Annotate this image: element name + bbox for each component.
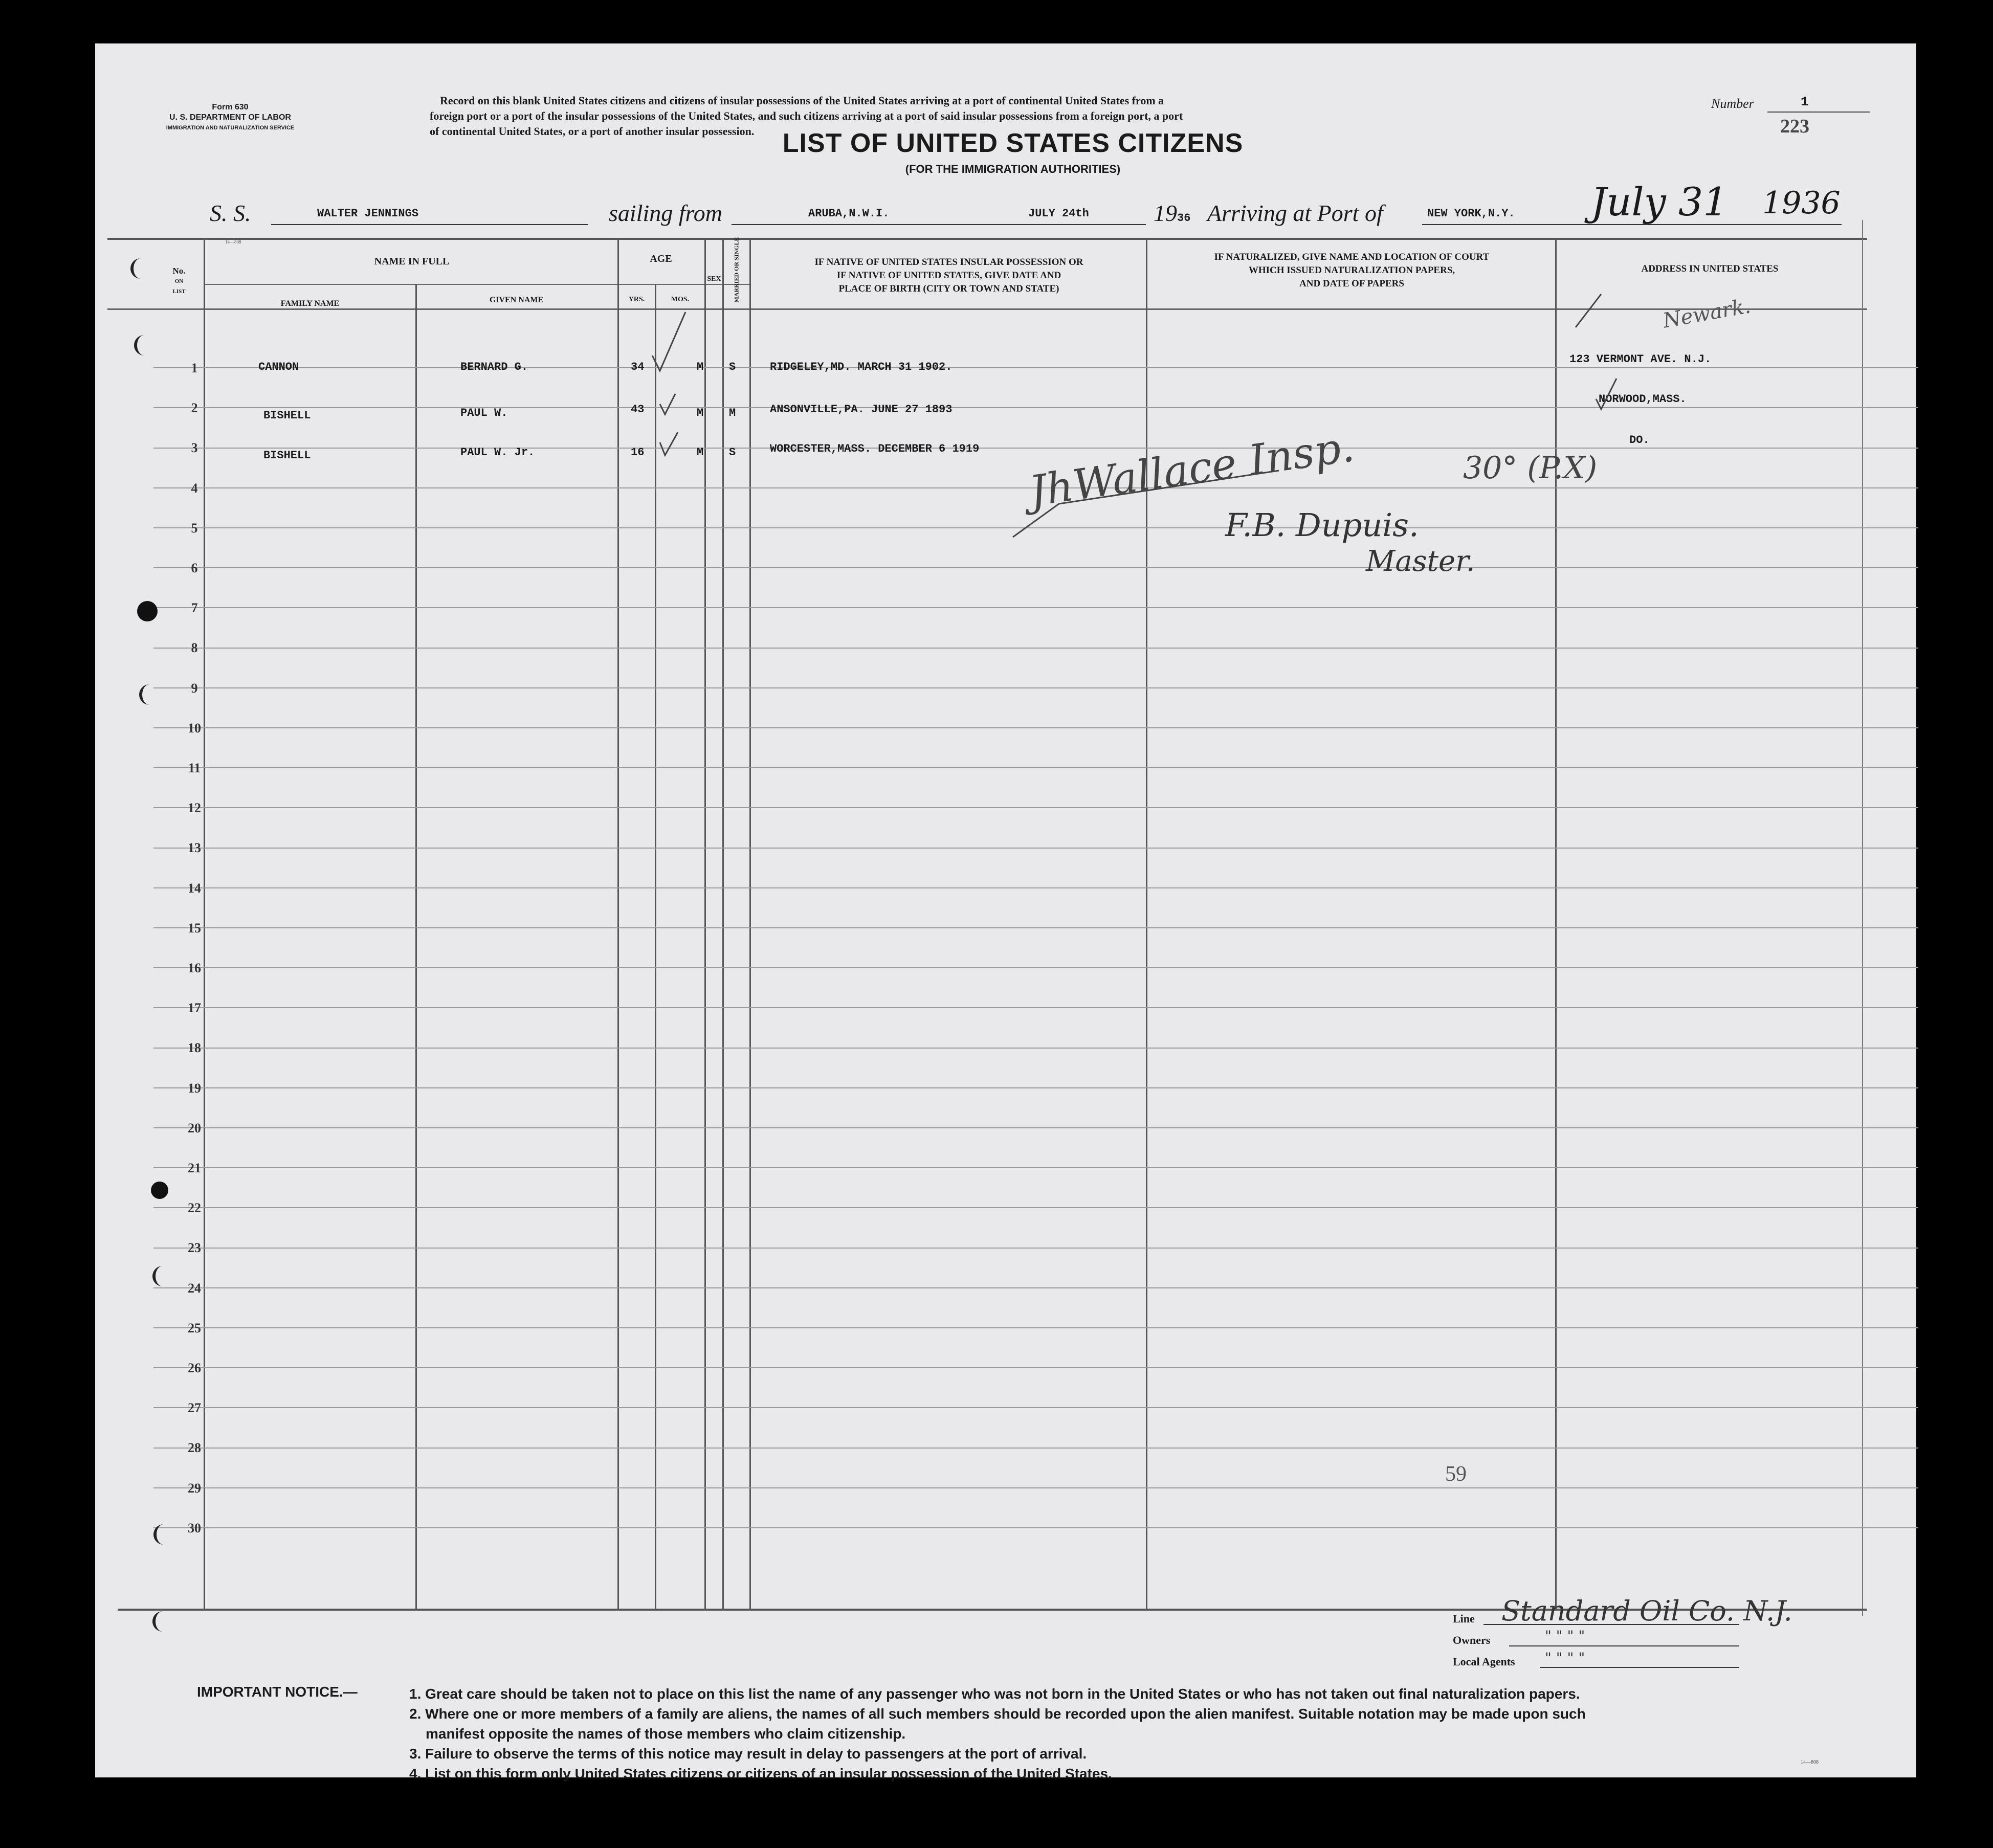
birth-cell: ANSONVILLE,PA. JUNE 27 1893 xyxy=(770,403,953,416)
header-mos: MOS. xyxy=(671,296,690,303)
family-name-cell: BISHELL xyxy=(263,409,311,422)
row-number: 3 xyxy=(191,440,198,455)
ship-name: WALTER JENNINGS xyxy=(317,207,419,220)
year-suffix: 36 xyxy=(1177,212,1191,225)
row-number: 29 xyxy=(188,1481,201,1496)
notice-item: 3. Failure to observe the terms of this notice may result in delay to passengers at the port of arrival. xyxy=(409,1746,1087,1762)
row-number: 18 xyxy=(188,1040,201,1055)
punch-hole xyxy=(152,1611,173,1632)
punch-hole xyxy=(151,1182,168,1199)
page-title: LIST OF UNITED STATES CITIZENS xyxy=(782,128,1244,158)
row-number: 1 xyxy=(191,361,198,375)
form-number: Form 630 xyxy=(212,103,249,112)
form-code: 14—808 xyxy=(1801,1760,1819,1765)
notice-item: 1. Great care should be taken not to place on this list the name of any passenger who was not born in the United States or who has not taken out final naturalization papers. xyxy=(409,1686,1580,1702)
sex-cell: M xyxy=(697,361,704,373)
row-number: 11 xyxy=(188,761,201,775)
given-name-cell: PAUL W. Jr. xyxy=(460,446,535,459)
notice-item: 4. List on this form only United States citizens or citizens of an insular possession of the United States. xyxy=(409,1766,1112,1782)
given-name-cell: PAUL W. xyxy=(460,407,508,419)
address-cell: 123 VERMONT AVE. N.J. xyxy=(1569,353,1712,366)
row-number: 23 xyxy=(188,1240,201,1255)
page-subtitle: (FOR THE IMMIGRATION AUTHORITIES) xyxy=(905,163,1121,175)
notice-heading: IMPORTANT NOTICE.— xyxy=(197,1684,358,1700)
notice-list xyxy=(409,1684,1586,1784)
printing-note: 14—808 xyxy=(225,239,241,244)
header-age: AGE xyxy=(650,253,672,264)
local-agents-label: Local Agents xyxy=(1453,1655,1515,1668)
row-number: 10 xyxy=(188,721,201,736)
marital-cell: S xyxy=(729,361,736,373)
header-nat-line: IF NATURALIZED, GIVE NAME AND LOCATION OF COURT xyxy=(1214,252,1490,262)
sailing-from-label: sailing from xyxy=(609,200,722,226)
row-number: 12 xyxy=(188,800,201,815)
port-arrive: NEW YORK,N.Y. xyxy=(1427,207,1515,220)
ss-label: S. S. xyxy=(210,200,251,226)
checkmark-icon xyxy=(1596,378,1616,409)
row-number: 8 xyxy=(191,640,198,655)
row-number: 25 xyxy=(188,1321,201,1335)
punch-hole xyxy=(153,1524,174,1545)
handwritten-newark: Newark. xyxy=(1661,294,1753,333)
birth-cell: RIDGELEY,MD. MARCH 31 1902. xyxy=(770,361,953,373)
punch-hole xyxy=(130,258,151,279)
master-signature: F.B. Dupuis. xyxy=(1225,506,1419,544)
family-name-cell: CANNON xyxy=(258,361,299,373)
age-yrs-cell: 16 xyxy=(631,446,645,459)
row-number: 14 xyxy=(188,881,201,896)
number-value: 1 xyxy=(1801,94,1809,109)
address-cell: NORWOOD,MASS. xyxy=(1599,393,1687,406)
row-number: 9 xyxy=(191,681,198,696)
row-number: 22 xyxy=(188,1200,201,1215)
arrive-year: 1936 xyxy=(1762,185,1841,221)
header-birth-line: IF NATIVE OF UNITED STATES INSULAR POSSESSION OR xyxy=(814,257,1083,268)
marital-cell: S xyxy=(729,446,736,459)
marital-cell: M xyxy=(729,407,736,419)
address-cell: DO. xyxy=(1629,434,1650,447)
header-yrs: YRS. xyxy=(628,296,645,303)
row-number: 26 xyxy=(188,1361,201,1375)
row-number: 6 xyxy=(191,561,198,575)
row-number: 16 xyxy=(188,961,201,975)
row-number: 19 xyxy=(188,1081,201,1096)
sex-cell: M xyxy=(697,446,704,459)
department: U. S. DEPARTMENT OF LABOR xyxy=(169,113,291,122)
depart-date: JULY 24th xyxy=(1028,207,1089,220)
port-from: ARUBA,N.W.I. xyxy=(808,207,890,220)
row-number: 17 xyxy=(188,1000,201,1015)
master-title: Master. xyxy=(1366,545,1475,578)
header-no: No. xyxy=(172,266,186,276)
header-list: LIST xyxy=(172,288,186,295)
checkmark-icon xyxy=(660,394,675,414)
birth-cell: WORCESTER,MASS. DECEMBER 6 1919 xyxy=(770,442,980,455)
owners-underline xyxy=(1509,1645,1739,1646)
header-sex: SEX xyxy=(707,275,721,283)
row-number: 21 xyxy=(188,1161,201,1175)
agents-value: " " " " xyxy=(1545,1650,1585,1666)
owners-label: Owners xyxy=(1453,1634,1491,1646)
arrive-date: July 31 xyxy=(1591,179,1728,225)
header-name-in-full: NAME IN FULL xyxy=(374,256,450,267)
checkmark-icon xyxy=(1576,294,1601,327)
row-number: 20 xyxy=(188,1121,201,1135)
header-given-name: GIVEN NAME xyxy=(489,296,544,304)
header-address: ADDRESS IN UNITED STATES xyxy=(1641,263,1779,274)
inspector-signature: JhWallace Insp. xyxy=(1026,422,1357,517)
sex-cell: M xyxy=(697,407,704,419)
row-number: 4 xyxy=(191,481,198,496)
arriving-label: Arriving at Port of xyxy=(1207,200,1383,226)
punch-hole xyxy=(152,1266,173,1286)
family-name-cell: BISHELL xyxy=(263,449,311,462)
punch-hole xyxy=(139,684,160,705)
header-nat-line: WHICH ISSUED NATURALIZATION PAPERS, xyxy=(1248,265,1455,276)
row-number: 27 xyxy=(188,1400,201,1415)
age-yrs-cell: 43 xyxy=(631,403,645,416)
header-married-or-single: MARRIED OR SINGLE xyxy=(733,237,740,303)
number-label: Number xyxy=(1711,96,1754,111)
row-number: 2 xyxy=(191,400,198,415)
row-number: 15 xyxy=(188,921,201,936)
notice-item: 2. Where one or more members of a family are aliens, the names of all such members should be recorded upon the alien manifest. Suitable notation may be made upon such xyxy=(409,1706,1586,1722)
row-number: 24 xyxy=(188,1281,201,1296)
header-family-name: FAMILY NAME xyxy=(280,299,340,308)
notice-item: manifest opposite the names of those members who claim citizenship. xyxy=(426,1726,906,1742)
row-number: 5 xyxy=(191,521,198,536)
page-number: 59 xyxy=(1445,1462,1467,1486)
stamp-number: 223 xyxy=(1780,116,1809,137)
instruction-line: Record on this blank United States citizens and citizens of insular possessions of the United States arriving at a port of continental United States from a xyxy=(440,94,1164,107)
handwritten-note: 30° (P.X) xyxy=(1463,450,1598,486)
service: IMMIGRATION AND NATURALIZATION SERVICE xyxy=(166,125,295,131)
instruction-line: foreign port or a port of the insular possessions of the United States, and such citizens arriving at a port of said insular possessions from a foreign port, a port xyxy=(430,109,1183,122)
header-nat-line: AND DATE OF PAPERS xyxy=(1299,278,1404,289)
header-on: ON xyxy=(174,278,184,284)
age-yrs-cell: 34 xyxy=(631,361,645,373)
checkmark-icon xyxy=(660,432,678,455)
agents-underline xyxy=(1540,1667,1739,1668)
line-label: Line xyxy=(1453,1612,1475,1625)
owners-value: " " " " xyxy=(1545,1628,1585,1644)
instruction-line: of continental United States, or a port of another insular possession. xyxy=(430,125,755,138)
year-prefix: 19 xyxy=(1154,200,1177,226)
given-name-cell: BERNARD G. xyxy=(460,361,528,373)
header-birth-line: IF NATIVE OF UNITED STATES, GIVE DATE AND xyxy=(836,270,1061,281)
checkmark-icon xyxy=(652,312,685,371)
line-value: Standard Oil Co. N.J. xyxy=(1501,1595,1792,1627)
row-number: 13 xyxy=(188,840,201,855)
row-number: 7 xyxy=(191,600,198,615)
punch-hole xyxy=(134,335,154,355)
punch-hole xyxy=(137,601,158,621)
header-birth-line: PLACE OF BIRTH (CITY OR TOWN AND STATE) xyxy=(838,283,1059,294)
row-number: 28 xyxy=(188,1440,201,1455)
row-number: 30 xyxy=(188,1521,201,1535)
